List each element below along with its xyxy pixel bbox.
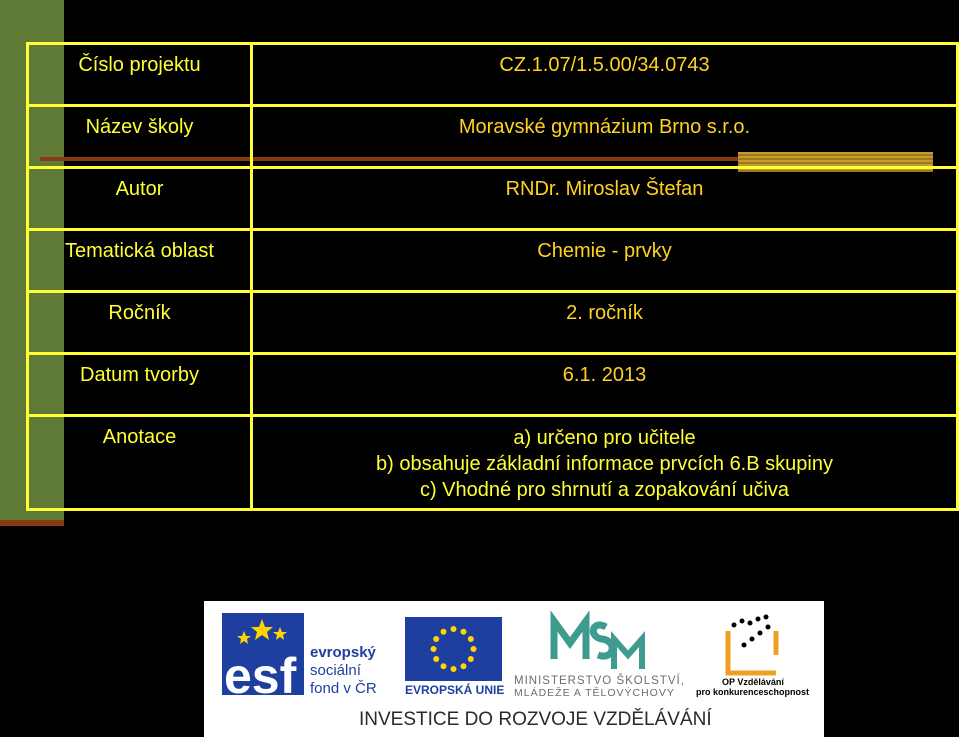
topic-area-value: Chemie - prvky <box>537 240 672 262</box>
table-row <box>28 354 958 416</box>
table-row <box>28 292 958 354</box>
table-row <box>28 168 958 230</box>
esf-text-line2: sociální <box>310 662 361 679</box>
label-cell <box>28 106 252 168</box>
label-cell <box>28 292 252 354</box>
school-name-label: Název školy <box>85 116 194 138</box>
label-cell <box>28 168 252 230</box>
msmt-text-line1: MINISTERSTVO ŠKOLSTVÍ, <box>514 675 685 687</box>
project-info-table <box>26 42 959 511</box>
grade-value: 2. ročník <box>566 302 643 324</box>
op-text-line1: OP Vzdělávání <box>722 677 784 687</box>
esf-text-line1: evropský <box>310 644 376 661</box>
value-cell <box>252 230 958 292</box>
decorative-side-bar-bottom <box>0 520 64 526</box>
funding-logos-banner <box>204 601 824 737</box>
op-text-line2: pro konkurenceschopnost <box>696 687 810 697</box>
table-row <box>28 230 958 292</box>
table-row <box>28 44 958 106</box>
label-cell <box>28 230 252 292</box>
table-row <box>28 416 958 510</box>
annotation-line: c) Vhodné pro shrnutí a zopakování učiva <box>419 479 790 501</box>
esf-logo <box>222 613 397 703</box>
annotation-line: b) obsahuje základní informace prvcích 6.B skupiny <box>376 453 833 475</box>
topic-area-label: Tematická oblast <box>65 240 214 262</box>
msmt-text-line2: MLÁDEŽE A TĚLOVÝCHOVY <box>514 687 675 699</box>
table-row <box>28 106 958 168</box>
value-cell <box>252 168 958 230</box>
value-cell <box>252 416 958 510</box>
school-name-value: Moravské gymnázium Brno s.r.o. <box>458 116 751 138</box>
label-cell <box>28 354 252 416</box>
author-value: RNDr. Miroslav Štefan <box>505 178 704 200</box>
op-vzdelavani-logo <box>714 611 804 681</box>
eu-flag-icon <box>405 617 502 681</box>
grade-label: Ročník <box>108 302 171 324</box>
annotation-text <box>253 417 956 503</box>
label-cell <box>28 416 252 510</box>
project-number-value: CZ.1.07/1.5.00/34.0743 <box>499 54 710 76</box>
author-label: Autor <box>115 178 164 200</box>
value-cell <box>252 106 958 168</box>
project-number-label: Číslo projektu <box>78 54 201 76</box>
annotation-label: Anotace <box>102 426 177 448</box>
esf-text-line3: fond v ČR <box>310 680 377 697</box>
eu-label: EVROPSKÁ UNIE <box>405 683 505 697</box>
investment-tagline: INVESTICE DO ROZVOJE VZDĚLÁVÁNÍ <box>359 709 712 730</box>
value-cell <box>252 44 958 106</box>
value-cell <box>252 292 958 354</box>
label-cell <box>28 44 252 106</box>
svg-text:esf: esf <box>224 648 297 703</box>
creation-date-value: 6.1. 2013 <box>562 364 647 386</box>
value-cell <box>252 354 958 416</box>
annotation-line: a) určeno pro učitele <box>513 427 696 449</box>
creation-date-label: Datum tvorby <box>80 364 199 386</box>
